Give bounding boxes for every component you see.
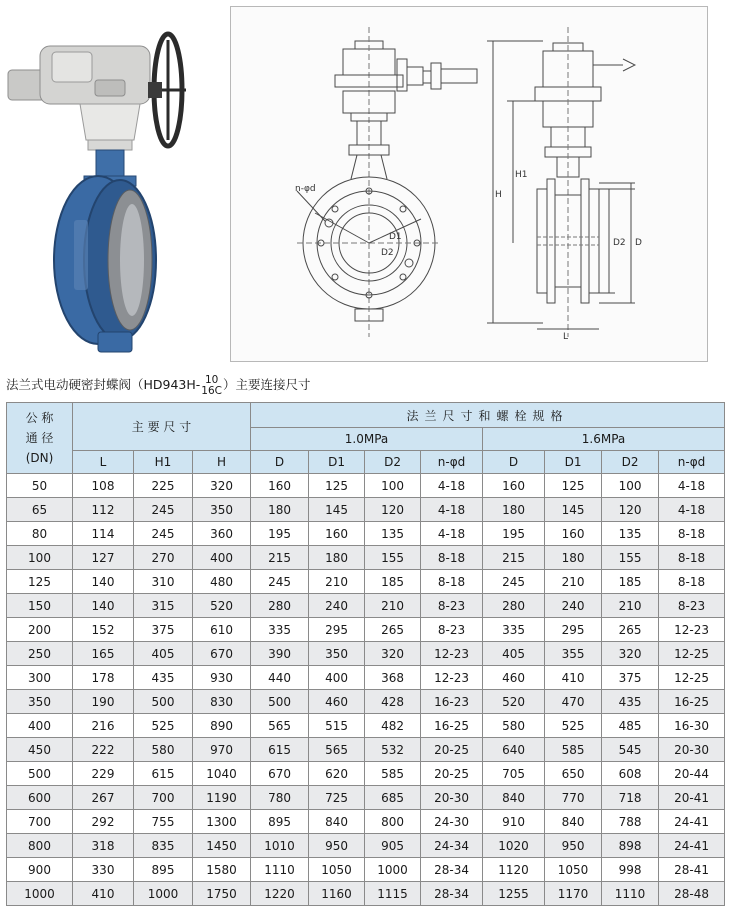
header-flange-group: 法兰尺寸和螺栓规格 (251, 403, 725, 428)
cell-d1-10: 240 (309, 594, 365, 618)
cell-d2-10: 120 (365, 498, 421, 522)
table-row (7, 570, 725, 594)
cell-d2-16: 608 (602, 762, 659, 786)
cell-d1-10: 565 (309, 738, 365, 762)
cell-bolts-16: 8-18 (659, 546, 725, 570)
cell-d2-10: 1115 (365, 882, 421, 906)
cell-dn: 50 (7, 474, 73, 498)
cell-d-16: 195 (483, 522, 545, 546)
cell-d1-10: 950 (309, 834, 365, 858)
cell-l: 216 (73, 714, 134, 738)
cell-d-16: 460 (483, 666, 545, 690)
cell-bolts-10: 8-18 (421, 546, 483, 570)
cell-dn: 80 (7, 522, 73, 546)
header-dn-line1: 公 称 (25, 411, 54, 425)
cell-d2-16: 135 (602, 522, 659, 546)
cell-d-10: 160 (251, 474, 309, 498)
cell-h1: 245 (134, 522, 193, 546)
cell-h: 520 (193, 594, 251, 618)
cell-h1: 315 (134, 594, 193, 618)
cell-d1-16: 210 (545, 570, 602, 594)
cell-dn: 600 (7, 786, 73, 810)
cell-d-10: 780 (251, 786, 309, 810)
cell-d2-16: 545 (602, 738, 659, 762)
cell-bolts-10: 12-23 (421, 642, 483, 666)
cell-d2-16: 375 (602, 666, 659, 690)
cell-d1-16: 355 (545, 642, 602, 666)
cell-l: 112 (73, 498, 134, 522)
cell-bolts-10: 16-25 (421, 714, 483, 738)
cell-d-10: 670 (251, 762, 309, 786)
cell-d2-16: 210 (602, 594, 659, 618)
cell-d-10: 1220 (251, 882, 309, 906)
cell-d1-16: 525 (545, 714, 602, 738)
cell-d2-10: 532 (365, 738, 421, 762)
cell-l: 318 (73, 834, 134, 858)
cell-d1-10: 515 (309, 714, 365, 738)
table-caption (6, 368, 311, 402)
table-row (7, 882, 725, 906)
cell-h1: 895 (134, 858, 193, 882)
cell-d-16: 1120 (483, 858, 545, 882)
table-row (7, 618, 725, 642)
cell-h: 1190 (193, 786, 251, 810)
cell-d2-16: 788 (602, 810, 659, 834)
cell-h: 890 (193, 714, 251, 738)
cell-h1: 225 (134, 474, 193, 498)
cell-bolts-16: 20-41 (659, 786, 725, 810)
cell-d2-16: 320 (602, 642, 659, 666)
cell-d2-16: 1110 (602, 882, 659, 906)
cell-d2-16: 485 (602, 714, 659, 738)
dimension-drawing (231, 7, 707, 361)
cell-d-16: 405 (483, 642, 545, 666)
cell-d-16: 180 (483, 498, 545, 522)
cell-h: 1580 (193, 858, 251, 882)
cell-d-16: 640 (483, 738, 545, 762)
cell-d2-10: 135 (365, 522, 421, 546)
cell-bolts-10: 8-18 (421, 570, 483, 594)
cell-h: 360 (193, 522, 251, 546)
cell-d2-16: 100 (602, 474, 659, 498)
cell-h1: 435 (134, 666, 193, 690)
cell-bolts-10: 24-34 (421, 834, 483, 858)
cell-bolts-10: 12-23 (421, 666, 483, 690)
cell-dn: 500 (7, 762, 73, 786)
cell-bolts-16: 4-18 (659, 498, 725, 522)
cell-d2-10: 155 (365, 546, 421, 570)
technical-drawing (230, 6, 708, 362)
cell-bolts-16: 12-25 (659, 666, 725, 690)
cell-d2-16: 435 (602, 690, 659, 714)
cell-d2-10: 428 (365, 690, 421, 714)
cell-d-10: 895 (251, 810, 309, 834)
column-header-d2-16: D2 (602, 451, 659, 474)
column-header-l: L (73, 451, 134, 474)
table-row (7, 594, 725, 618)
cell-h1: 835 (134, 834, 193, 858)
cell-d-16: 840 (483, 786, 545, 810)
cell-d1-16: 650 (545, 762, 602, 786)
cell-d-16: 160 (483, 474, 545, 498)
cell-d1-10: 160 (309, 522, 365, 546)
cell-bolts-16: 4-18 (659, 474, 725, 498)
column-header-d2-10: D2 (365, 451, 421, 474)
caption-frac-top: 10 (204, 373, 219, 386)
cell-l: 114 (73, 522, 134, 546)
cell-bolts-10: 28-34 (421, 858, 483, 882)
cell-h: 610 (193, 618, 251, 642)
cell-l: 190 (73, 690, 134, 714)
cell-dn: 700 (7, 810, 73, 834)
cell-dn: 450 (7, 738, 73, 762)
cell-d2-16: 155 (602, 546, 659, 570)
cell-d-10: 1010 (251, 834, 309, 858)
cell-d1-16: 160 (545, 522, 602, 546)
cell-d2-10: 185 (365, 570, 421, 594)
table-row (7, 690, 725, 714)
cell-d2-10: 585 (365, 762, 421, 786)
cell-l: 127 (73, 546, 134, 570)
cell-h: 1040 (193, 762, 251, 786)
cell-d-10: 615 (251, 738, 309, 762)
cell-h1: 500 (134, 690, 193, 714)
label-d2-left: D2 (381, 248, 394, 258)
cell-d1-10: 1050 (309, 858, 365, 882)
column-header-h1: H1 (134, 451, 193, 474)
cell-d2-10: 265 (365, 618, 421, 642)
cell-d2-10: 368 (365, 666, 421, 690)
cell-d1-16: 145 (545, 498, 602, 522)
cell-l: 152 (73, 618, 134, 642)
table-row (7, 810, 725, 834)
cell-d2-16: 998 (602, 858, 659, 882)
cell-h: 930 (193, 666, 251, 690)
caption-pressure-fraction (201, 375, 222, 397)
cell-d-10: 215 (251, 546, 309, 570)
cell-dn: 125 (7, 570, 73, 594)
cell-d1-10: 725 (309, 786, 365, 810)
table-row (7, 546, 725, 570)
label-d: D (635, 238, 642, 248)
header-dn-line2: 通 径 (25, 431, 54, 445)
cell-l: 178 (73, 666, 134, 690)
cell-h: 1300 (193, 810, 251, 834)
cell-h1: 405 (134, 642, 193, 666)
cell-bolts-16: 8-18 (659, 570, 725, 594)
table-row (7, 834, 725, 858)
cell-d-10: 500 (251, 690, 309, 714)
cell-bolts-16: 28-41 (659, 858, 725, 882)
cell-d1-16: 1170 (545, 882, 602, 906)
valve-photo (0, 0, 225, 360)
column-header-h: H (193, 451, 251, 474)
cell-h: 1750 (193, 882, 251, 906)
cell-h1: 270 (134, 546, 193, 570)
column-header-d1-16: D1 (545, 451, 602, 474)
label-h: H (495, 190, 502, 200)
header-nominal-diameter (7, 403, 73, 474)
column-header-bolts-10: n-φd (421, 451, 483, 474)
column-header-d1-10: D1 (309, 451, 365, 474)
cell-dn: 800 (7, 834, 73, 858)
cell-bolts-10: 8-23 (421, 594, 483, 618)
table-row (7, 642, 725, 666)
cell-dn: 900 (7, 858, 73, 882)
cell-l: 267 (73, 786, 134, 810)
cell-bolts-10: 20-25 (421, 762, 483, 786)
cell-d-10: 195 (251, 522, 309, 546)
dimensions-table (6, 402, 725, 906)
header-main-dimensions: 主 要 尺 寸 (73, 403, 251, 451)
cell-d1-16: 840 (545, 810, 602, 834)
cell-d-10: 180 (251, 498, 309, 522)
label-d2: D2 (613, 238, 626, 248)
table-row (7, 474, 725, 498)
cell-d1-10: 1160 (309, 882, 365, 906)
cell-d1-16: 585 (545, 738, 602, 762)
cell-dn: 150 (7, 594, 73, 618)
cell-d2-16: 718 (602, 786, 659, 810)
cell-h1: 245 (134, 498, 193, 522)
cell-bolts-10: 20-25 (421, 738, 483, 762)
cell-dn: 200 (7, 618, 73, 642)
cell-bolts-10: 28-34 (421, 882, 483, 906)
cell-d-10: 565 (251, 714, 309, 738)
cell-d2-16: 120 (602, 498, 659, 522)
cell-dn: 65 (7, 498, 73, 522)
column-header-d-16: D (483, 451, 545, 474)
cell-bolts-16: 8-23 (659, 594, 725, 618)
dimensions-table-wrapper (6, 402, 724, 906)
cell-d-10: 280 (251, 594, 309, 618)
cell-bolts-10: 24-30 (421, 810, 483, 834)
cell-d1-10: 460 (309, 690, 365, 714)
cell-l: 108 (73, 474, 134, 498)
cell-dn: 300 (7, 666, 73, 690)
cell-l: 140 (73, 594, 134, 618)
cell-d-16: 245 (483, 570, 545, 594)
cell-d1-16: 295 (545, 618, 602, 642)
cell-h1: 700 (134, 786, 193, 810)
cell-h: 400 (193, 546, 251, 570)
cell-bolts-16: 20-30 (659, 738, 725, 762)
cell-d1-10: 295 (309, 618, 365, 642)
cell-d-16: 335 (483, 618, 545, 642)
label-d1: D1 (389, 232, 402, 242)
column-header-d-10: D (251, 451, 309, 474)
cell-dn: 100 (7, 546, 73, 570)
cell-dn: 1000 (7, 882, 73, 906)
cell-d1-16: 950 (545, 834, 602, 858)
cell-bolts-16: 8-18 (659, 522, 725, 546)
cell-d2-10: 320 (365, 642, 421, 666)
cell-d1-16: 240 (545, 594, 602, 618)
cell-h1: 310 (134, 570, 193, 594)
cell-d1-10: 125 (309, 474, 365, 498)
cell-d1-10: 620 (309, 762, 365, 786)
cell-d-16: 280 (483, 594, 545, 618)
column-header-bolts-16: n-φd (659, 451, 725, 474)
cell-h1: 525 (134, 714, 193, 738)
cell-d2-16: 898 (602, 834, 659, 858)
cell-bolts-16: 24-41 (659, 810, 725, 834)
table-row (7, 522, 725, 546)
cell-d1-10: 180 (309, 546, 365, 570)
cell-h: 970 (193, 738, 251, 762)
cell-h: 320 (193, 474, 251, 498)
cell-dn: 350 (7, 690, 73, 714)
cell-d-16: 520 (483, 690, 545, 714)
table-row (7, 666, 725, 690)
cell-d2-10: 100 (365, 474, 421, 498)
cell-l: 410 (73, 882, 134, 906)
cell-h: 1450 (193, 834, 251, 858)
cell-h1: 375 (134, 618, 193, 642)
cell-d1-16: 410 (545, 666, 602, 690)
cell-bolts-10: 4-18 (421, 522, 483, 546)
cell-bolts-10: 16-23 (421, 690, 483, 714)
cell-d1-16: 125 (545, 474, 602, 498)
cell-d2-10: 905 (365, 834, 421, 858)
label-l: L (563, 332, 569, 342)
cell-bolts-10: 4-18 (421, 498, 483, 522)
cell-l: 330 (73, 858, 134, 882)
label-bolt: n-φd (295, 184, 316, 194)
cell-d2-10: 482 (365, 714, 421, 738)
cell-d1-10: 840 (309, 810, 365, 834)
cell-d2-16: 265 (602, 618, 659, 642)
cell-d1-16: 1050 (545, 858, 602, 882)
cell-bolts-16: 24-41 (659, 834, 725, 858)
cell-l: 292 (73, 810, 134, 834)
header-pressure-2: 1.6MPa (483, 428, 725, 451)
header-dn-line3: (DN) (25, 451, 54, 465)
cell-d1-16: 180 (545, 546, 602, 570)
cell-h1: 580 (134, 738, 193, 762)
caption-suffix: ）主要连接尺寸 (223, 377, 311, 392)
caption-frac-bottom: 16C (201, 384, 222, 397)
cell-l: 229 (73, 762, 134, 786)
cell-d-16: 1255 (483, 882, 545, 906)
cell-d-16: 910 (483, 810, 545, 834)
caption-prefix: 法兰式电动硬密封蝶阀（HD943H- (6, 377, 201, 392)
cell-d2-10: 210 (365, 594, 421, 618)
cell-h: 480 (193, 570, 251, 594)
cell-dn: 250 (7, 642, 73, 666)
table-row (7, 714, 725, 738)
valve-photo-illustration (0, 0, 225, 360)
cell-d2-16: 185 (602, 570, 659, 594)
cell-d-16: 215 (483, 546, 545, 570)
cell-h: 670 (193, 642, 251, 666)
cell-l: 165 (73, 642, 134, 666)
cell-d-10: 390 (251, 642, 309, 666)
cell-d-16: 705 (483, 762, 545, 786)
cell-dn: 400 (7, 714, 73, 738)
cell-bolts-16: 28-48 (659, 882, 725, 906)
cell-l: 222 (73, 738, 134, 762)
cell-bolts-16: 16-25 (659, 690, 725, 714)
table-row (7, 762, 725, 786)
cell-d-10: 1110 (251, 858, 309, 882)
cell-d1-16: 470 (545, 690, 602, 714)
cell-bolts-16: 16-30 (659, 714, 725, 738)
label-h1: H1 (515, 170, 528, 180)
cell-bolts-16: 20-44 (659, 762, 725, 786)
table-row (7, 858, 725, 882)
cell-d2-10: 800 (365, 810, 421, 834)
cell-d-10: 335 (251, 618, 309, 642)
cell-d1-10: 210 (309, 570, 365, 594)
cell-bolts-16: 12-23 (659, 618, 725, 642)
cell-h: 830 (193, 690, 251, 714)
cell-bolts-16: 12-25 (659, 642, 725, 666)
cell-d-16: 580 (483, 714, 545, 738)
cell-h1: 755 (134, 810, 193, 834)
cell-d1-10: 350 (309, 642, 365, 666)
cell-d1-16: 770 (545, 786, 602, 810)
cell-bolts-10: 20-30 (421, 786, 483, 810)
cell-d-10: 245 (251, 570, 309, 594)
table-row (7, 786, 725, 810)
table-row (7, 498, 725, 522)
cell-d2-10: 1000 (365, 858, 421, 882)
column-header-row (7, 451, 725, 474)
header-pressure-1: 1.0MPa (251, 428, 483, 451)
cell-d2-10: 685 (365, 786, 421, 810)
cell-d-16: 1020 (483, 834, 545, 858)
table-row (7, 738, 725, 762)
cell-h1: 615 (134, 762, 193, 786)
cell-h1: 1000 (134, 882, 193, 906)
cell-bolts-10: 4-18 (421, 474, 483, 498)
cell-d1-10: 400 (309, 666, 365, 690)
table-body (7, 474, 725, 906)
cell-l: 140 (73, 570, 134, 594)
cell-bolts-10: 8-23 (421, 618, 483, 642)
cell-h: 350 (193, 498, 251, 522)
cell-d1-10: 145 (309, 498, 365, 522)
cell-d-10: 440 (251, 666, 309, 690)
